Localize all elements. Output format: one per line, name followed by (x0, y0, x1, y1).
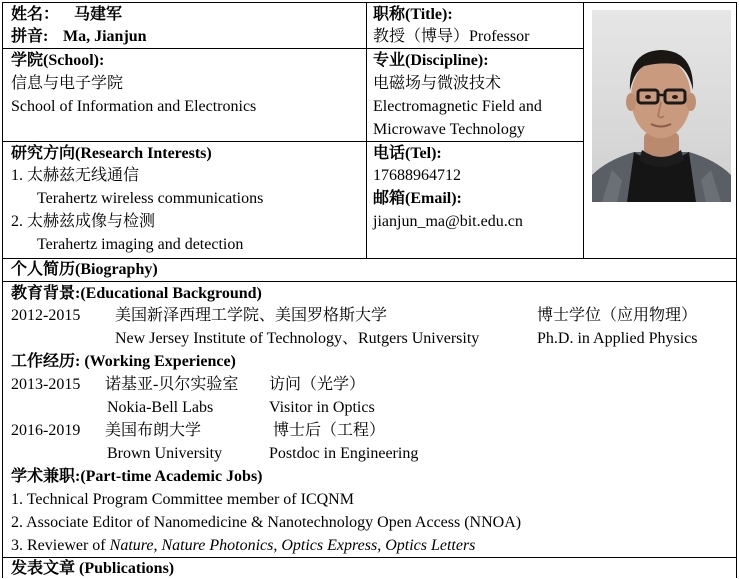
job-item-3 (11, 536, 475, 556)
research-item-1-cn: 1. 太赫兹无线通信 (11, 167, 140, 184)
discipline-label: 专业(Discipline): (373, 52, 489, 69)
divider-row3 (2, 258, 737, 259)
portrait-photo (592, 10, 731, 202)
school-label: 学院(School): (11, 52, 105, 69)
divider-col2 (583, 2, 584, 258)
name-label: 姓名： (11, 6, 60, 23)
border-left (2, 2, 3, 578)
education-inst-cn: 美国新泽西理工学院、美国罗格斯大学 (115, 307, 388, 324)
research-item-1-en: Terahertz wireless communications (37, 190, 264, 207)
pinyin-label: 拼音: (11, 28, 49, 45)
education-inst-en: New Jersey Institute of Technology、Rutgers University (115, 330, 480, 347)
pinyin-value: Ma, Jianjun (63, 28, 147, 45)
school-en: School of Information and Electronics (11, 98, 257, 115)
education-degree-en: Ph.D. in Applied Physics (537, 330, 698, 347)
work-1-org-en: Nokia-Bell Labs (107, 399, 214, 416)
divider-row2 (2, 141, 584, 142)
divider-col1 (366, 2, 367, 258)
email-label: 邮箱(Email): (373, 190, 462, 207)
journal-optics-letters: Optics Letters (385, 537, 476, 554)
work-2-org-cn: 美国布朗大学 (105, 422, 202, 439)
title-value: 教授（博导）Professor (373, 28, 530, 45)
jobs-label: 学术兼职:(Part-time Academic Jobs) (11, 468, 263, 485)
reviewer-prefix: 3. Reviewer of (11, 537, 110, 554)
journal-nature: Nature (109, 537, 154, 554)
education-label: 教育背景:(Educational Background) (11, 285, 262, 302)
education-years: 2012-2015 (11, 307, 81, 324)
biography-header: 个人简历(Biography) (11, 261, 158, 278)
journal-sep-2: , (273, 537, 282, 554)
journal-sep-3: , (377, 537, 386, 554)
work-2-role-cn: 博士后（工程） (273, 422, 386, 439)
divider-row5 (2, 557, 737, 558)
name-value: 马建军 (74, 6, 123, 23)
discipline-cn: 电磁场与微波技术 (373, 75, 502, 92)
border-right (736, 2, 737, 578)
divider-row4 (2, 281, 737, 282)
job-item-2: 2. Associate Editor of Nanomedicine & Nanotechnology Open Access (NNOA) (11, 514, 522, 531)
work-2-years: 2016-2019 (11, 422, 81, 439)
email-value[interactable]: jianjun_ma@bit.edu.cn (373, 213, 523, 230)
work-1-role-cn: 访问（光学） (269, 376, 366, 393)
journal-optics-express: Optics Express (281, 537, 378, 554)
discipline-en-1: Electromagnetic Field and (373, 98, 542, 115)
job-item-1: 1. Technical Program Committee member of ICQNM (11, 491, 354, 508)
work-1-years: 2013-2015 (11, 376, 81, 393)
research-item-2-cn: 2. 太赫兹成像与检测 (11, 213, 156, 230)
portrait-image (592, 10, 731, 202)
publications-label: 发表文章 (Publications) (11, 560, 175, 577)
tel-value: 17688964712 (373, 167, 461, 184)
journal-sep-1: , (153, 537, 162, 554)
research-label: 研究方向(Research Interests) (11, 145, 212, 162)
title-label: 职称(Title): (373, 6, 453, 23)
tel-label: 电话(Tel): (373, 145, 442, 162)
work-1-role-en: Visitor in Optics (269, 399, 375, 416)
research-item-2-en: Terahertz imaging and detection (37, 236, 244, 253)
border-top (2, 2, 737, 3)
work-label: 工作经历: (Working Experience) (11, 353, 236, 370)
discipline-en-2: Microwave Technology (373, 121, 525, 138)
work-2-role-en: Postdoc in Engineering (269, 445, 419, 462)
work-1-org-cn: 诺基亚-贝尔实验室 (105, 376, 239, 393)
journal-nature-photonics: Nature Photonics (161, 537, 274, 554)
education-degree-cn: 博士学位（应用物理） (537, 307, 698, 324)
work-2-org-en: Brown University (107, 445, 223, 462)
school-cn: 信息与电子学院 (11, 75, 124, 92)
divider-row1 (2, 48, 584, 49)
